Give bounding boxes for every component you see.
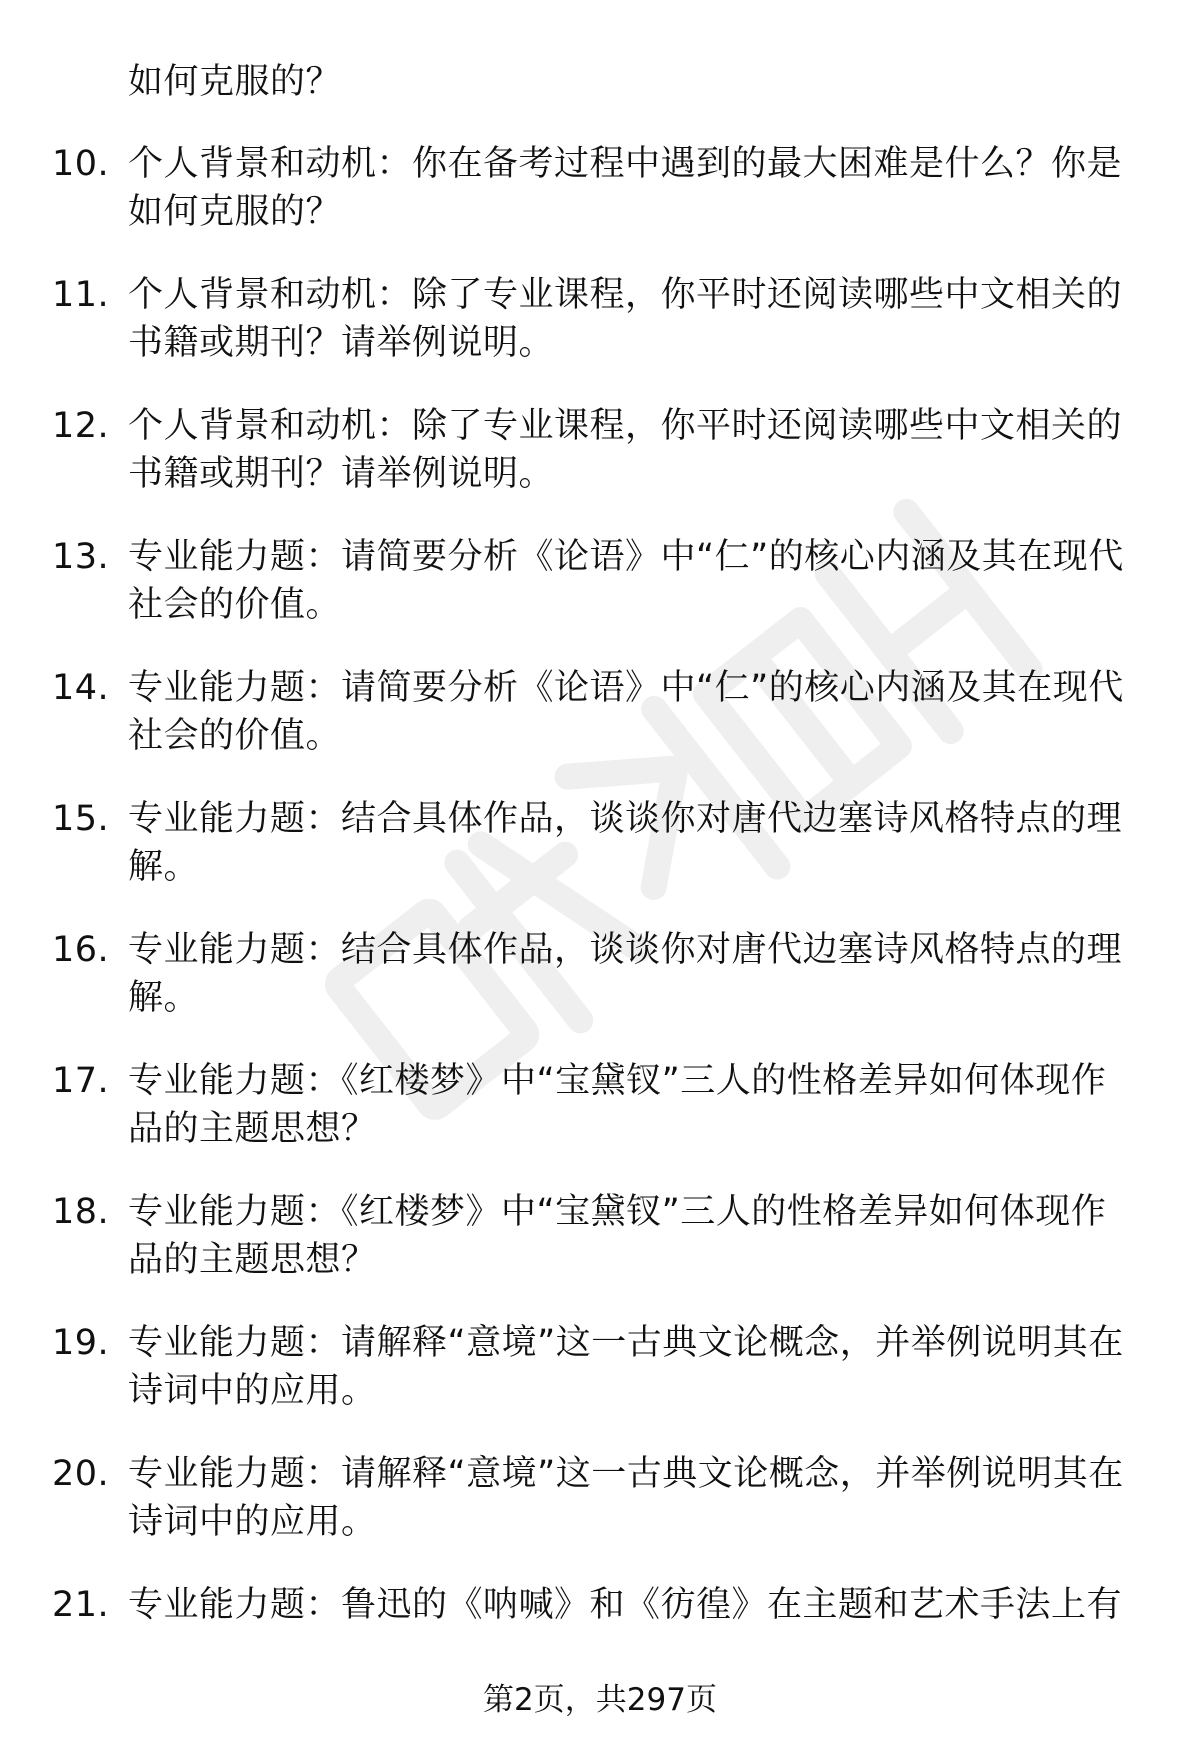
question-item (0, 664, 1200, 795)
question-text: 个人背景和动机：你在备考过程中遇到的最大困难是什么？你是如何克服的？ (128, 144, 1123, 232)
question-number: 12. (52, 406, 110, 446)
question-text: 专业能力题：《红楼梦》中“宝黛钗”三人的性格差异如何体现作品的主题思想？ (128, 1192, 1107, 1280)
question-item (0, 1188, 1200, 1319)
question-number: 17. (52, 1061, 110, 1101)
question-item (0, 533, 1200, 664)
question-text: 个人背景和动机：除了专业课程，你平时还阅读哪些中文相关的书籍或期刊？请举例说明。 (128, 406, 1123, 494)
question-item (0, 795, 1200, 926)
question-item (0, 1450, 1200, 1581)
question-item (0, 1057, 1200, 1188)
question-text: 专业能力题：结合具体作品，谈谈你对唐代边塞诗风格特点的理解。 (128, 930, 1123, 1018)
question-text: 专业能力题：请简要分析《论语》中“仁”的核心内涵及其在现代社会的价值。 (128, 537, 1124, 625)
question-number: 18. (52, 1192, 110, 1232)
question-text: 专业能力题：请简要分析《论语》中“仁”的核心内涵及其在现代社会的价值。 (128, 668, 1124, 756)
question-number: 16. (52, 930, 110, 970)
question-list (0, 140, 1200, 1712)
question-number: 21. (52, 1585, 110, 1625)
continuation-text: 如何克服的？ (128, 62, 342, 102)
question-text: 专业能力题：鲁迅的《呐喊》和《彷徨》在主题和艺术手法上有 (128, 1585, 1123, 1625)
question-number: 13. (52, 537, 110, 577)
question-number: 20. (52, 1454, 110, 1494)
question-number: 15. (52, 799, 110, 839)
question-text: 专业能力题：《红楼梦》中“宝黛钗”三人的性格差异如何体现作品的主题思想？ (128, 1061, 1107, 1149)
question-item (0, 140, 1200, 271)
question-item (0, 271, 1200, 402)
page-footer: 第2页，共297页 (483, 1682, 717, 1718)
question-number: 19. (52, 1323, 110, 1363)
question-text: 专业能力题：结合具体作品，谈谈你对唐代边塞诗风格特点的理解。 (128, 799, 1123, 887)
question-text: 专业能力题：请解释“意境”这一古典文论概念，并举例说明其在诗词中的应用。 (128, 1454, 1124, 1542)
question-item (0, 926, 1200, 1057)
question-text: 个人背景和动机：除了专业课程，你平时还阅读哪些中文相关的书籍或期刊？请举例说明。 (128, 275, 1123, 363)
question-number: 14. (52, 668, 110, 708)
question-item (0, 402, 1200, 533)
question-item (0, 1319, 1200, 1450)
question-number: 10. (52, 144, 110, 184)
question-text: 专业能力题：请解释“意境”这一古典文论概念，并举例说明其在诗词中的应用。 (128, 1323, 1124, 1411)
question-number: 11. (52, 275, 110, 315)
